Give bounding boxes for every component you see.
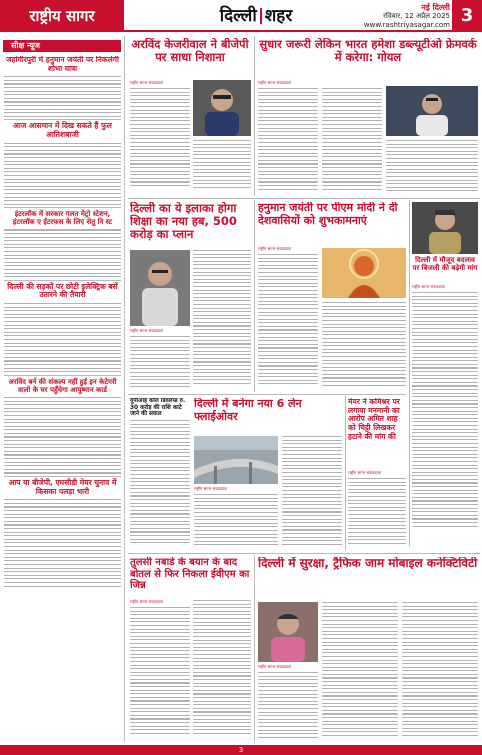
- story-body-tulsi-1: [130, 607, 190, 742]
- story-byline: राष्ट्रीय सागर संवाददाता: [130, 328, 164, 333]
- divider: [128, 198, 480, 199]
- story-body-kejriwal-2: [193, 140, 251, 193]
- story-byline: राष्ट्रीय सागर संवाददाता: [130, 80, 164, 85]
- column-divider: [254, 555, 255, 742]
- brief-headline[interactable]: अरविंद बर्न की संकल्प नहीं हुई इन केटेगरी वालो के घर पहुँचेगा आयुष्मान कार्ड: [8, 377, 117, 394]
- brief-body: [4, 499, 121, 586]
- story-body-hub-2: [193, 250, 251, 390]
- story-body-goyal-3: [386, 140, 478, 196]
- story-body-kejriwal: [130, 88, 190, 193]
- hub-photo: [130, 250, 190, 326]
- brief-news-column: [4, 56, 121, 742]
- page-number: 3: [452, 0, 482, 32]
- section-divider: [260, 8, 262, 24]
- story-headline-hub[interactable]: दिल्ली का ये इलाका होगा शिक्षा का नया हब, 500 करोड़ का प्लान: [130, 202, 237, 242]
- story-byline: राष्ट्रीय सागर संवाददाता: [412, 284, 446, 289]
- story-body-hub-1: [130, 336, 190, 390]
- divider: [4, 207, 121, 208]
- edition-date: रविवार, 12 अप्रैल 2025: [383, 12, 450, 20]
- divider: [4, 280, 121, 281]
- upi-subbox: [130, 398, 190, 418]
- traffic-photo: [258, 602, 318, 662]
- story-body-upi: [130, 420, 190, 550]
- story-body-hanuman-2: [322, 302, 406, 392]
- brief-body: [4, 303, 121, 372]
- brief-headline[interactable]: आप या बीजेपी, एमसीडी मेयर चुनाव में किसका पलड़ा भारी: [8, 478, 117, 496]
- story-headline-flyover[interactable]: दिल्ली में बनेगा नया 6 लेन फ्लाईओवर: [194, 398, 302, 423]
- story-body-traffic-1: [258, 672, 318, 742]
- story-byline: राष्ट्रीय सागर संवाददाता: [130, 599, 164, 604]
- brief-body: [4, 397, 121, 474]
- police-photo: [412, 202, 478, 254]
- story-body-mayor: [348, 478, 406, 550]
- story-headline-kejriwal[interactable]: अरविंद केजरीवाल ने बीजेपी पर साधा निशाना: [131, 38, 249, 65]
- story-byline: राष्ट्रीय सागर संवाददाता: [348, 470, 382, 475]
- divider: [4, 476, 121, 477]
- page-footer: [0, 745, 482, 755]
- story-body-flyover-2: [282, 436, 342, 550]
- section-city: दिल्ली: [219, 6, 257, 26]
- section-title: [186, 4, 326, 28]
- story-body-goyal-2: [322, 88, 382, 196]
- story-byline: राष्ट्रीय सागर संवाददाता: [194, 486, 228, 491]
- kejriwal-photo: [193, 80, 251, 136]
- footer-page-label: 3: [238, 746, 244, 754]
- story-body-hanuman-1: [258, 254, 318, 392]
- story-headline-police[interactable]: दिल्ली में मौजूद बदलाव पर बिजली की बढ़ेगी मांग: [412, 256, 478, 273]
- divider: [4, 119, 121, 120]
- brief-news-header: सीक्ष न्यूज: [3, 40, 121, 52]
- story-headline-goyal[interactable]: सुधार जरूरी लेकिन भारत हमेशा डब्ल्यूटीओ फ्रेमवर्क में करेगा: गोयल: [259, 38, 477, 65]
- story-headline-hanuman[interactable]: हनुमान जयंती पर पीएम मोदी ने दी देशवासियों को शुभकामनाएं: [258, 202, 398, 227]
- edition-info: [330, 3, 450, 31]
- website-url[interactable]: www.rashtriyasagar.com: [363, 21, 450, 29]
- story-byline: राष्ट्रीय सागर संवाददाता: [258, 80, 292, 85]
- story-headline-traffic[interactable]: दिल्ली में सुरक्षा, ट्रैफिक जाम मोबाइल कनेक्टिविटी: [258, 557, 478, 570]
- column-divider: [254, 36, 255, 196]
- section-name: शहर: [264, 6, 293, 26]
- column-divider: [345, 396, 346, 550]
- flyover-photo: [194, 436, 278, 484]
- story-headline-tulsi[interactable]: तुलसी नबार्ड के बयान के बाद बोतल से फिर निकला ईवीएम का जिन्न: [130, 557, 250, 591]
- hanuman-illustration: [322, 248, 406, 298]
- story-body-police: [412, 292, 478, 546]
- story-byline: राष्ट्रीय सागर संवाददाता: [258, 664, 292, 669]
- subbox-headline[interactable]: यूपीआई कॉल डिवलप्ड रु. 30 करोड़ की राशि काटे जाने की सवाल: [130, 398, 186, 418]
- column-divider: [124, 36, 125, 742]
- brief-headline[interactable]: इंटरलॉक में सरकार गलत मेट्रो स्टेशन, इंटरलॉक ए ईंटरफ़स के लिए सेतु नि स्ट: [12, 210, 113, 227]
- newspaper-brand: राष्ट्रीय सागर: [0, 0, 124, 32]
- brief-headline[interactable]: दिल्ली की सड़कों पर छोटी इलेक्ट्रिक बसें उतारने की तैयारी: [7, 281, 118, 300]
- brief-headline[interactable]: जहांगीरपुरी में हनुमान जयंती पर निकलेगी शोभा यात्रा: [6, 56, 119, 73]
- column-divider: [409, 200, 410, 546]
- story-headline-mayor[interactable]: मेयर ने कमिश्नर पर लगाया मनमानी का आरोप अमित शाह को चिट्ठी लिखकर हटाने की मांग की: [348, 398, 400, 441]
- divider: [4, 375, 121, 376]
- divider: [128, 553, 480, 554]
- story-byline: राष्ट्रीय सागर संवाददाता: [258, 246, 292, 251]
- brief-headline[interactable]: आज आसमान में दिख सकते हैं फुल आतिशबाजी: [13, 121, 112, 139]
- column-divider: [254, 200, 255, 392]
- edition-city: नई दिल्ली: [421, 3, 450, 12]
- story-body-traffic-2: [322, 602, 398, 742]
- story-body-tulsi-2: [193, 600, 251, 742]
- brief-body: [4, 229, 121, 277]
- goyal-photo: [386, 86, 478, 136]
- brief-body: [4, 143, 121, 205]
- divider: [128, 394, 406, 395]
- story-body-flyover-1: [194, 494, 278, 550]
- story-body-goyal-1: [258, 88, 318, 196]
- story-body-traffic-3: [402, 602, 478, 742]
- brief-body: [4, 76, 121, 117]
